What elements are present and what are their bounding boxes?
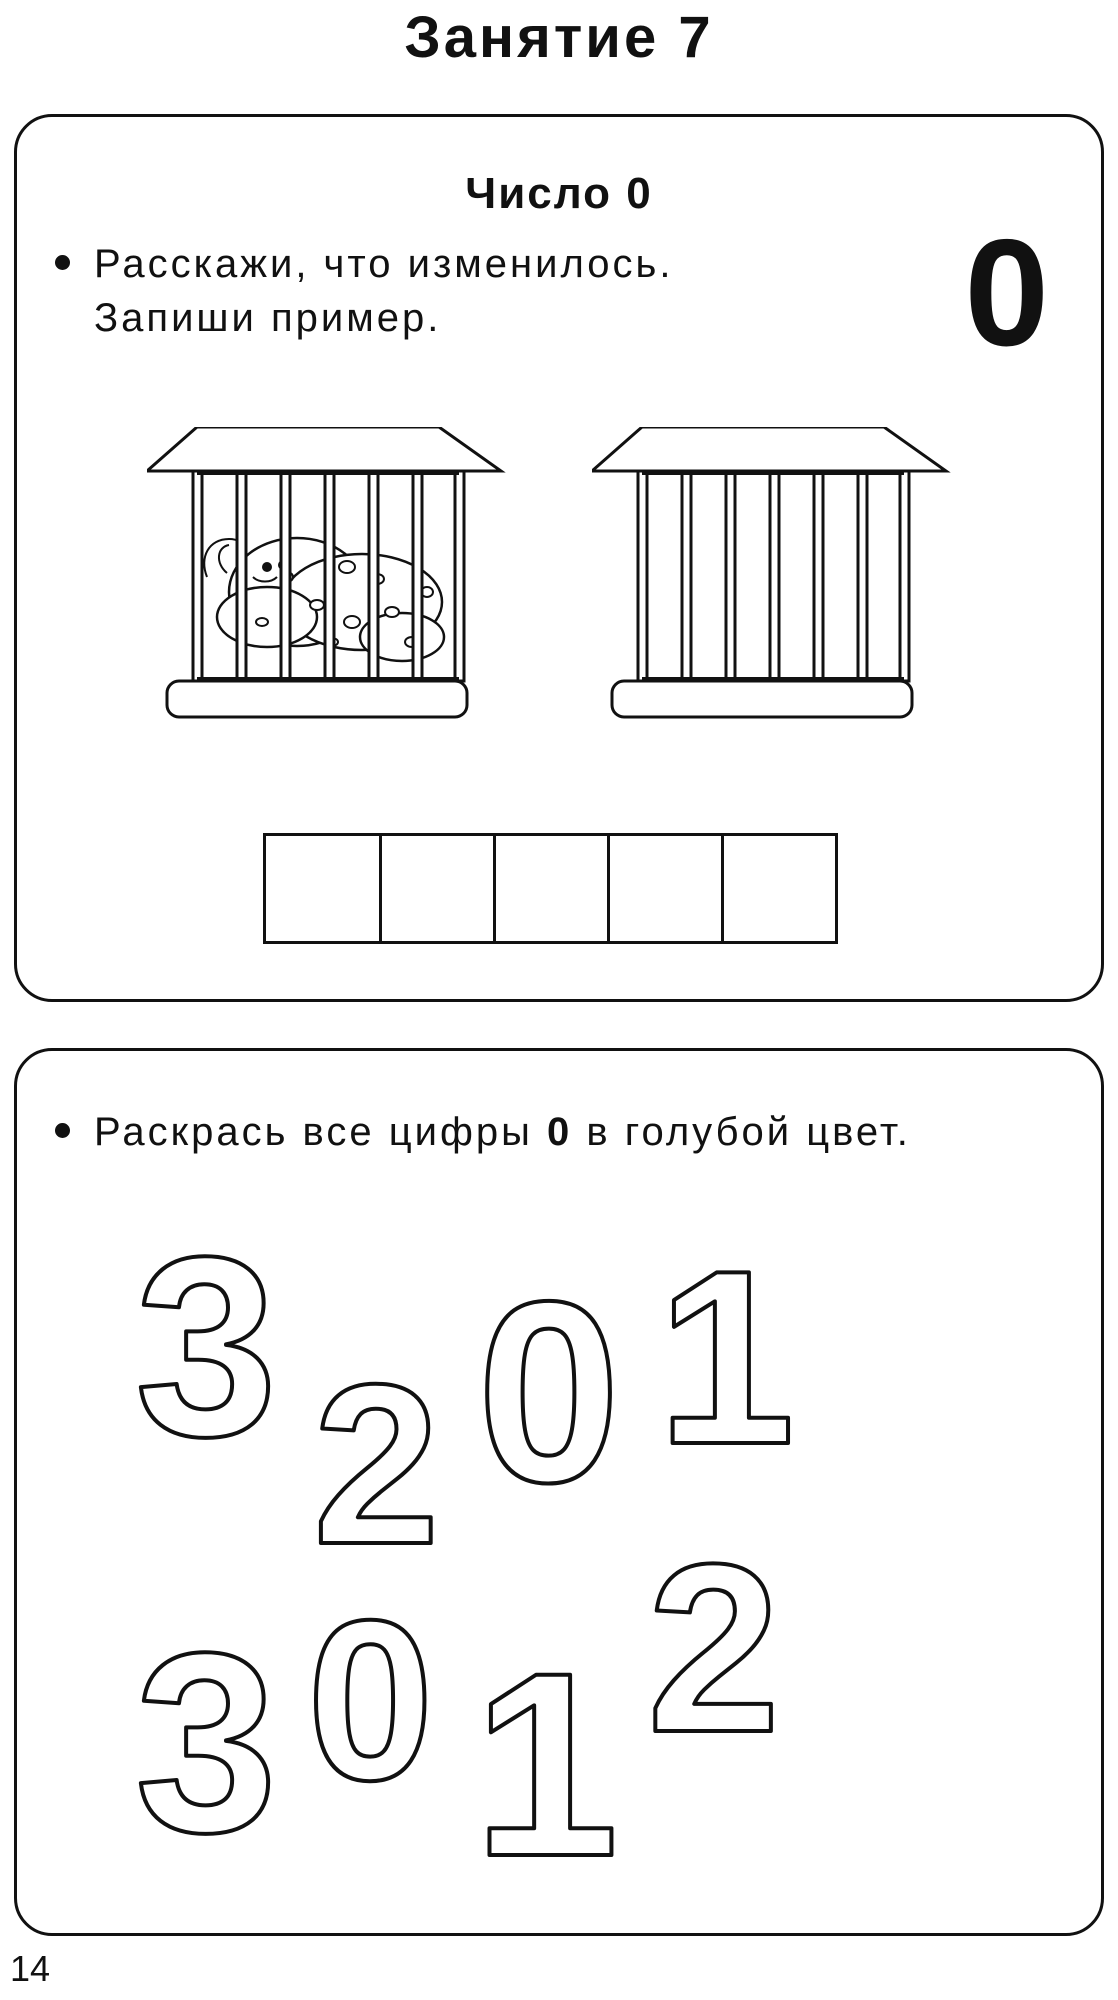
answer-cell[interactable] (493, 833, 610, 944)
digit-outline[interactable]: 1 (473, 1618, 619, 1911)
exercise-panel-number-zero (14, 114, 1104, 1002)
digit-outline[interactable]: 2 (647, 1514, 781, 1782)
answer-cell[interactable] (721, 833, 838, 944)
digit-outline[interactable]: 1 (657, 1218, 795, 1496)
instruction-end: в голубой цвет. (586, 1110, 911, 1154)
bullet-icon (55, 255, 70, 270)
task-line-1: Расскажи, что изменилось. (94, 242, 674, 286)
empty-cage (592, 427, 952, 727)
task-instruction (55, 237, 673, 345)
digit-outline[interactable]: 3 (135, 1204, 278, 1490)
page-number: 14 (10, 1948, 51, 1989)
task-line-2: Запиши пример. (94, 296, 442, 340)
cage-with-snake (147, 427, 507, 727)
digit-outline[interactable]: 3 (135, 1600, 278, 1886)
digit-outline[interactable]: 0 (477, 1247, 621, 1536)
digit-outline[interactable]: 2 (313, 1338, 440, 1592)
instruction-digit: 0 (547, 1110, 573, 1154)
digit-outline[interactable]: 0 (307, 1574, 434, 1828)
instruction-start: Раскрась все цифры (94, 1110, 533, 1154)
answer-cell[interactable] (263, 833, 382, 944)
page-title: Занятие 7 (404, 5, 714, 70)
answer-cell[interactable] (379, 833, 496, 944)
section-subtitle: Число 0 (465, 169, 653, 218)
answer-cell[interactable] (607, 833, 724, 944)
big-number: 0 (964, 208, 1049, 378)
outlined-digits (17, 1051, 1107, 1939)
exercise-panel-coloring (14, 1048, 1104, 1936)
answer-boxes (263, 833, 838, 944)
